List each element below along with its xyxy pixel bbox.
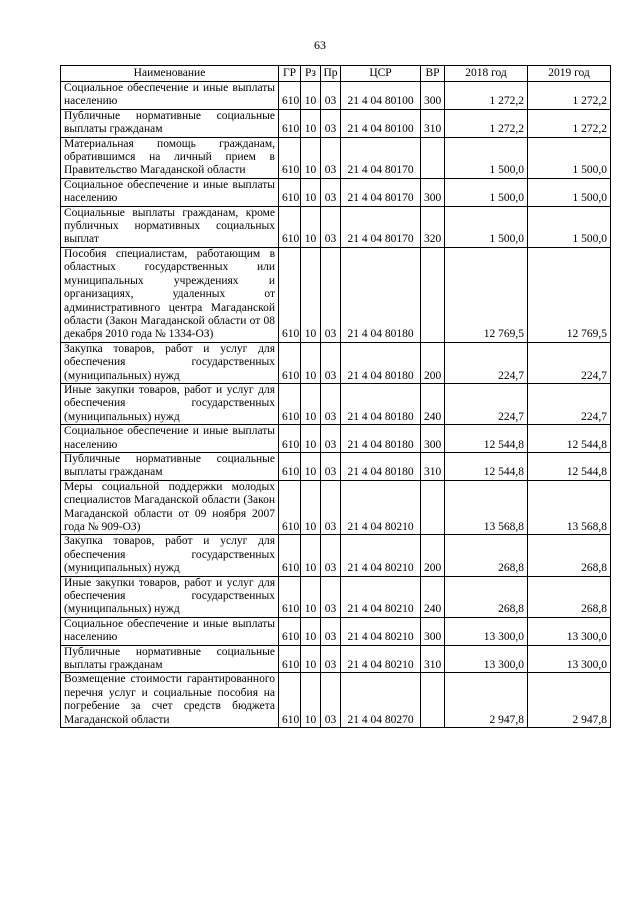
cell-pr: 03 — [321, 452, 341, 480]
cell-vr: 300 — [421, 425, 445, 453]
cell-pr: 03 — [321, 645, 341, 673]
header-2018: 2018 год — [445, 66, 528, 82]
cell-rz: 10 — [301, 247, 321, 342]
cell-pr: 03 — [321, 206, 341, 247]
table-row — [61, 206, 611, 247]
cell-pr: 03 — [321, 425, 341, 453]
cell-vr: 320 — [421, 206, 445, 247]
cell-pr: 03 — [321, 535, 341, 576]
cell-gr: 610 — [279, 206, 301, 247]
cell-rz: 10 — [301, 617, 321, 645]
cell-vr: 200 — [421, 342, 445, 383]
cell-pr: 03 — [321, 480, 341, 535]
cell-2018: 1 500,0 — [445, 206, 528, 247]
cell-name: Пособия специалистам, работающим в областных государственных или муниципальных учреждениях и организациях, удаленных от административного центра Магаданской области (Закон Магаданской области от 08 декабря 2010 года № 1334-ОЗ) — [61, 247, 279, 342]
cell-name: Иные закупки товаров, работ и услуг для обеспечения государственных (муниципальных) нужд — [61, 576, 279, 617]
cell-rz: 10 — [301, 109, 321, 137]
cell-2019: 224,7 — [528, 342, 611, 383]
cell-gr: 610 — [279, 480, 301, 535]
cell-name: Закупка товаров, работ и услуг для обеспечения государственных (муниципальных) нужд — [61, 342, 279, 383]
cell-vr: 310 — [421, 452, 445, 480]
cell-gr: 610 — [279, 576, 301, 617]
cell-2018: 13 300,0 — [445, 617, 528, 645]
cell-csr: 21 4 04 80180 — [341, 342, 421, 383]
cell-vr: 300 — [421, 617, 445, 645]
cell-rz: 10 — [301, 535, 321, 576]
cell-2018: 1 500,0 — [445, 178, 528, 206]
cell-gr: 610 — [279, 383, 301, 424]
cell-rz: 10 — [301, 673, 321, 728]
cell-csr: 21 4 04 80170 — [341, 137, 421, 178]
cell-name: Публичные нормативные социальные выплаты гражданам — [61, 109, 279, 137]
cell-2019: 2 947,8 — [528, 673, 611, 728]
cell-pr: 03 — [321, 82, 341, 110]
table-row — [61, 342, 611, 383]
header-vr: ВР — [421, 66, 445, 82]
cell-csr: 21 4 04 80210 — [341, 480, 421, 535]
cell-2019: 12 544,8 — [528, 452, 611, 480]
cell-pr: 03 — [321, 673, 341, 728]
cell-rz: 10 — [301, 452, 321, 480]
cell-csr: 21 4 04 80100 — [341, 109, 421, 137]
header-rz: Рз — [301, 66, 321, 82]
header-name: Наименование — [61, 66, 279, 82]
cell-rz: 10 — [301, 425, 321, 453]
cell-name: Меры социальной поддержки молодых специалистов Магаданской области (Закон Магаданской области от 09 ноября 2007 года № 909-ОЗ) — [61, 480, 279, 535]
cell-gr: 610 — [279, 645, 301, 673]
cell-pr: 03 — [321, 342, 341, 383]
cell-2018: 12 544,8 — [445, 452, 528, 480]
cell-rz: 10 — [301, 82, 321, 110]
cell-vr — [421, 137, 445, 178]
cell-gr: 610 — [279, 535, 301, 576]
cell-2019: 13 568,8 — [528, 480, 611, 535]
cell-gr: 610 — [279, 137, 301, 178]
cell-2019: 1 500,0 — [528, 137, 611, 178]
cell-pr: 03 — [321, 617, 341, 645]
cell-2019: 12 544,8 — [528, 425, 611, 453]
cell-csr: 21 4 04 80210 — [341, 645, 421, 673]
cell-2019: 1 500,0 — [528, 206, 611, 247]
table-header-row — [61, 66, 611, 82]
cell-pr: 03 — [321, 247, 341, 342]
cell-name: Материальная помощь гражданам, обратившимся на личный прием в Правительство Магаданской области — [61, 137, 279, 178]
cell-vr: 240 — [421, 383, 445, 424]
cell-gr: 610 — [279, 178, 301, 206]
cell-csr: 21 4 04 80170 — [341, 206, 421, 247]
cell-pr: 03 — [321, 137, 341, 178]
cell-vr: 310 — [421, 645, 445, 673]
cell-rz: 10 — [301, 342, 321, 383]
cell-gr: 610 — [279, 425, 301, 453]
cell-gr: 610 — [279, 673, 301, 728]
table-row — [61, 82, 611, 110]
table-row — [61, 383, 611, 424]
cell-rz: 10 — [301, 645, 321, 673]
cell-vr: 240 — [421, 576, 445, 617]
table-row — [61, 109, 611, 137]
cell-vr — [421, 673, 445, 728]
cell-2018: 12 544,8 — [445, 425, 528, 453]
table-row — [61, 645, 611, 673]
table-row — [61, 247, 611, 342]
cell-name: Социальные выплаты гражданам, кроме публичных нормативных социальных выплат — [61, 206, 279, 247]
cell-csr: 21 4 04 80210 — [341, 617, 421, 645]
header-csr: ЦСР — [341, 66, 421, 82]
table-row — [61, 535, 611, 576]
table-row — [61, 480, 611, 535]
cell-pr: 03 — [321, 178, 341, 206]
cell-pr: 03 — [321, 383, 341, 424]
table-row — [61, 576, 611, 617]
cell-2018: 1 500,0 — [445, 137, 528, 178]
page-number: 63 — [314, 38, 326, 52]
cell-2019: 224,7 — [528, 383, 611, 424]
cell-csr: 21 4 04 80180 — [341, 425, 421, 453]
cell-rz: 10 — [301, 137, 321, 178]
cell-gr: 610 — [279, 617, 301, 645]
cell-name: Публичные нормативные социальные выплаты гражданам — [61, 452, 279, 480]
header-2019: 2019 год — [528, 66, 611, 82]
cell-2019: 1 272,2 — [528, 82, 611, 110]
cell-2018: 13 300,0 — [445, 645, 528, 673]
cell-rz: 10 — [301, 576, 321, 617]
table-row — [61, 425, 611, 453]
cell-csr: 21 4 04 80210 — [341, 576, 421, 617]
table-row — [61, 137, 611, 178]
table-row — [61, 673, 611, 728]
cell-2018: 224,7 — [445, 342, 528, 383]
cell-2018: 268,8 — [445, 535, 528, 576]
cell-name: Иные закупки товаров, работ и услуг для обеспечения государственных (муниципальных) нужд — [61, 383, 279, 424]
cell-2019: 1 500,0 — [528, 178, 611, 206]
cell-2019: 13 300,0 — [528, 617, 611, 645]
cell-2018: 1 272,2 — [445, 109, 528, 137]
cell-csr: 21 4 04 80170 — [341, 178, 421, 206]
cell-csr: 21 4 04 80210 — [341, 535, 421, 576]
budget-table — [60, 65, 611, 728]
header-pr: Пр — [321, 66, 341, 82]
cell-name: Социальное обеспечение и иные выплаты населению — [61, 425, 279, 453]
cell-vr: 310 — [421, 109, 445, 137]
cell-name: Социальное обеспечение и иные выплаты населению — [61, 617, 279, 645]
cell-name: Публичные нормативные социальные выплаты гражданам — [61, 645, 279, 673]
cell-vr — [421, 480, 445, 535]
cell-2019: 1 272,2 — [528, 109, 611, 137]
cell-vr — [421, 247, 445, 342]
cell-gr: 610 — [279, 82, 301, 110]
cell-vr: 300 — [421, 82, 445, 110]
cell-csr: 21 4 04 80180 — [341, 452, 421, 480]
table-row — [61, 617, 611, 645]
cell-2019: 12 769,5 — [528, 247, 611, 342]
cell-rz: 10 — [301, 383, 321, 424]
cell-rz: 10 — [301, 178, 321, 206]
header-gr: ГР — [279, 66, 301, 82]
cell-vr: 200 — [421, 535, 445, 576]
cell-name: Социальное обеспечение и иные выплаты населению — [61, 82, 279, 110]
cell-pr: 03 — [321, 576, 341, 617]
cell-2018: 12 769,5 — [445, 247, 528, 342]
cell-2018: 1 272,2 — [445, 82, 528, 110]
cell-gr: 610 — [279, 109, 301, 137]
cell-csr: 21 4 04 80100 — [341, 82, 421, 110]
cell-gr: 610 — [279, 247, 301, 342]
cell-name: Закупка товаров, работ и услуг для обеспечения государственных (муниципальных) нужд — [61, 535, 279, 576]
cell-2018: 13 568,8 — [445, 480, 528, 535]
cell-2019: 268,8 — [528, 535, 611, 576]
cell-name: Социальное обеспечение и иные выплаты населению — [61, 178, 279, 206]
cell-2019: 13 300,0 — [528, 645, 611, 673]
table-row — [61, 178, 611, 206]
cell-csr: 21 4 04 80270 — [341, 673, 421, 728]
cell-csr: 21 4 04 80180 — [341, 383, 421, 424]
cell-csr: 21 4 04 80180 — [341, 247, 421, 342]
cell-2018: 2 947,8 — [445, 673, 528, 728]
cell-pr: 03 — [321, 109, 341, 137]
cell-name: Возмещение стоимости гарантированного перечня услуг и социальные пособия на погребение за счет средств бюджета Магаданской области — [61, 673, 279, 728]
cell-rz: 10 — [301, 206, 321, 247]
cell-2018: 268,8 — [445, 576, 528, 617]
cell-vr: 300 — [421, 178, 445, 206]
cell-2018: 224,7 — [445, 383, 528, 424]
cell-gr: 610 — [279, 452, 301, 480]
table-row — [61, 452, 611, 480]
cell-2019: 268,8 — [528, 576, 611, 617]
cell-rz: 10 — [301, 480, 321, 535]
cell-gr: 610 — [279, 342, 301, 383]
